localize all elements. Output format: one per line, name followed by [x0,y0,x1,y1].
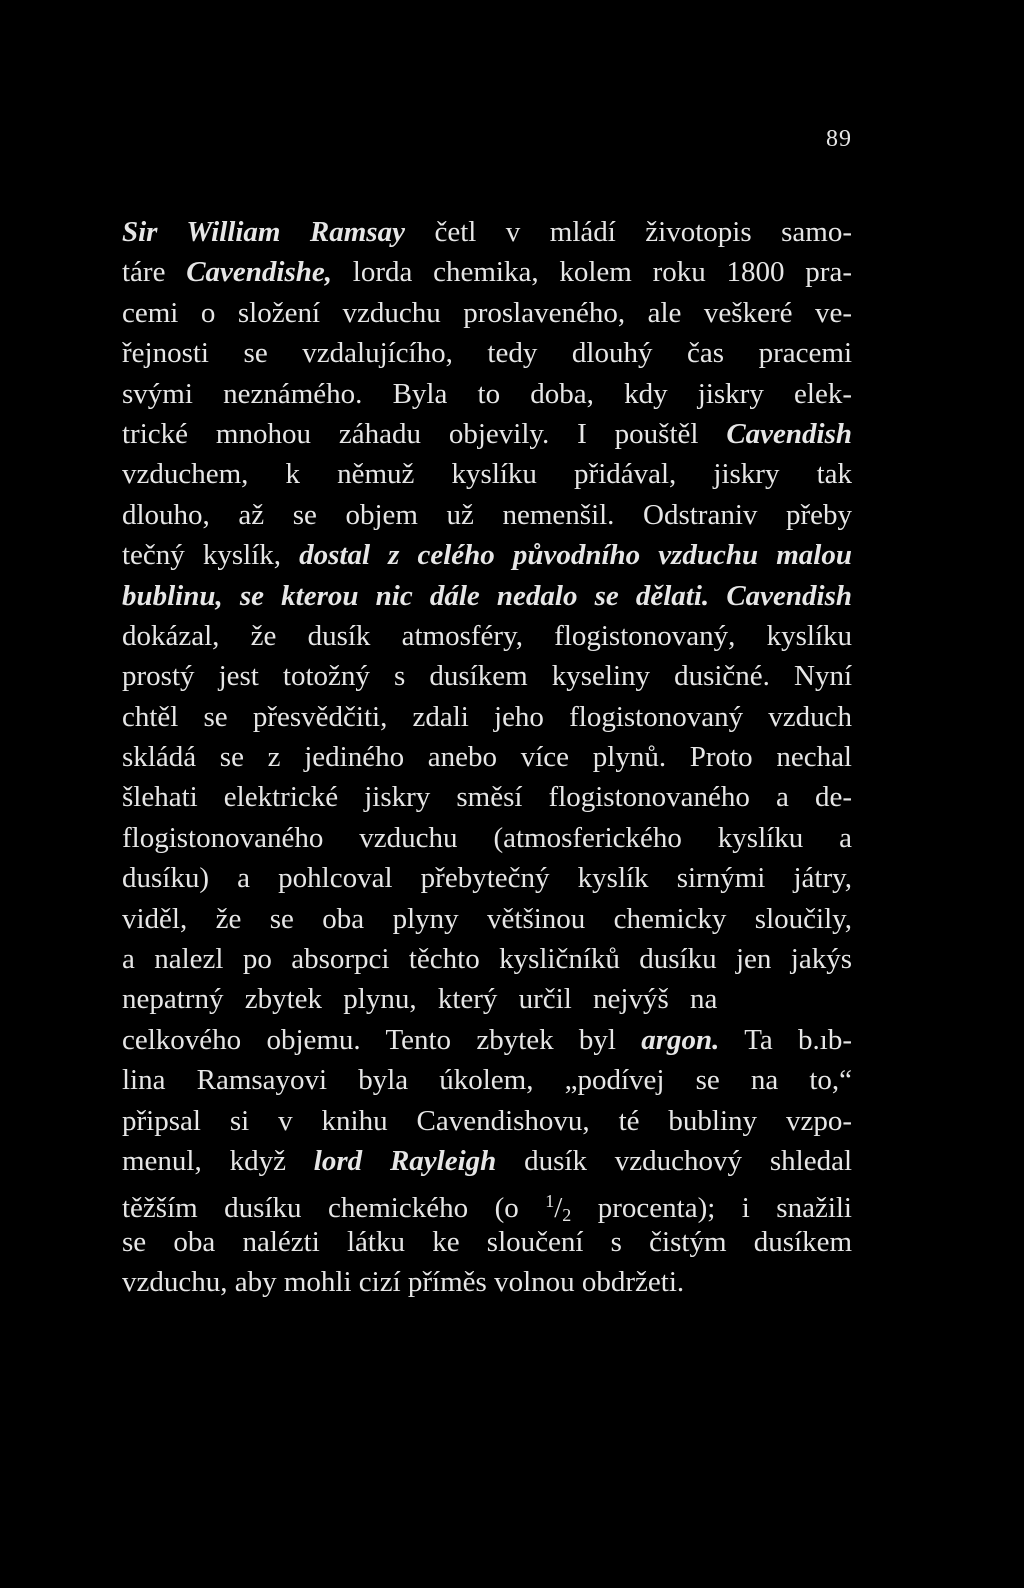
text-line [122,1101,852,1141]
text-segment: nepatrný zbytek plynu, který určil nejvýš na [122,983,718,1016]
italic-text: argon. [641,1023,720,1056]
text-segment: celkového objemu. Tento zbytek byl [122,1023,642,1056]
text-segment: dusíku) a pohlcoval přebytečný kyslík sirnými játry, [122,862,852,895]
text-segment [709,580,726,612]
text-line [122,333,852,373]
text-line [122,414,852,454]
text-line [122,1060,852,1100]
italic-text: Sir William Ramsay [122,216,405,248]
text-line [122,252,852,292]
text-line [122,1222,852,1262]
text-line [122,979,852,1019]
italic-text: lord Rayleigh [313,1144,497,1177]
text-segment: flogistonovaného vzduchu (atmosferického kyslíku a [122,821,852,854]
text-line [122,858,852,898]
text-segment: skládá se z jediného anebo více plynů. Proto nechal [122,741,852,774]
italic-text: Cavendish [726,417,852,450]
text-segment: táre [122,256,187,289]
page-number: 89 [826,126,852,152]
text-segment: připsal si v knihu Cavendishovu, té bubliny vzpo- [122,1104,852,1137]
body-paragraph [122,212,852,1303]
text-segment: dusík vzduchový shledal [496,1144,853,1177]
text-segment: řejnosti se vzdalujícího, tedy dlouhý čas pracemi [122,337,852,370]
text-segment: svými neznámého. Byla to doba, kdy jiskry elek- [122,377,852,410]
text-segment: cemi o složení vzduchu proslaveného, ale veškeré ve- [122,296,852,329]
text-segment: těžším dusíku chemického (o [122,1192,546,1225]
text-line [122,293,852,333]
text-line [122,1141,852,1181]
text-line [122,616,852,656]
text-line [122,818,852,858]
italic-text: Cavendishe, [186,256,333,289]
text-segment: četl v mládí životopis samo- [404,216,852,248]
text-segment: a nalezl po absorpci těchto kysličníků dusíku jen jakýs [122,943,852,976]
text-segment: menul, když [122,1144,314,1177]
text-line [122,495,852,535]
text-line [122,1181,852,1226]
text-segment: dokázal, že dusík atmosféry, flogistonovaný, kyslíku [122,619,852,652]
text-segment: tečný kyslík, [122,539,300,572]
text-line [122,656,852,696]
text-segment: Ta b.ıb- [719,1023,852,1056]
text-segment: se oba nalézti látku ke sloučení s čistým dusíkem [122,1225,852,1258]
text-line [122,697,852,737]
text-line [122,374,852,414]
text-line [122,454,852,494]
italic-text: Cavendish [726,579,853,612]
text-line [122,212,852,252]
text-segment: chtěl se přesvědčiti, zdali jeho flogistonovaný vzduch [122,700,852,733]
text-line [122,1020,852,1060]
italic-text: dostal z celého původního vzduchu malou [299,539,852,572]
text-line [122,939,852,979]
fraction: $^1/_2$ [545,1191,572,1226]
text-line [122,899,852,939]
text-line [122,1262,852,1302]
text-segment: trické mnohou záhadu objevily. I pouštěl [122,417,727,450]
text-segment: šlehati elektrické jiskry směsí flogistonovaného a de- [122,781,852,814]
text-segment: prostý jest totožný s dusíkem kyseliny dusičné. Nyní [122,660,852,693]
text-line [122,737,852,777]
text-line [122,535,852,575]
text-line [122,576,852,616]
italic-text: bublinu, se kterou nic dále nedalo se dělati. [122,579,710,612]
text-segment: vzduchem, k němuž kyslíku přidával, jiskry tak [122,458,852,491]
text-segment: lorda chemika, kolem roku 1800 pra- [332,256,852,289]
text-segment: procenta); i snažili [571,1192,852,1225]
text-segment: viděl, že se oba plyny většinou chemicky sloučily, [122,902,852,935]
text-segment: vzduchu, aby mohli cizí příměs volnou obdržeti. [122,1266,685,1299]
text-segment: lina Ramsayovi byla úkolem, „podívej se na to,“ [122,1064,852,1097]
text-segment: dlouho, až se objem už nemenšil. Odstraniv přeby [122,498,852,531]
text-line [122,777,852,817]
